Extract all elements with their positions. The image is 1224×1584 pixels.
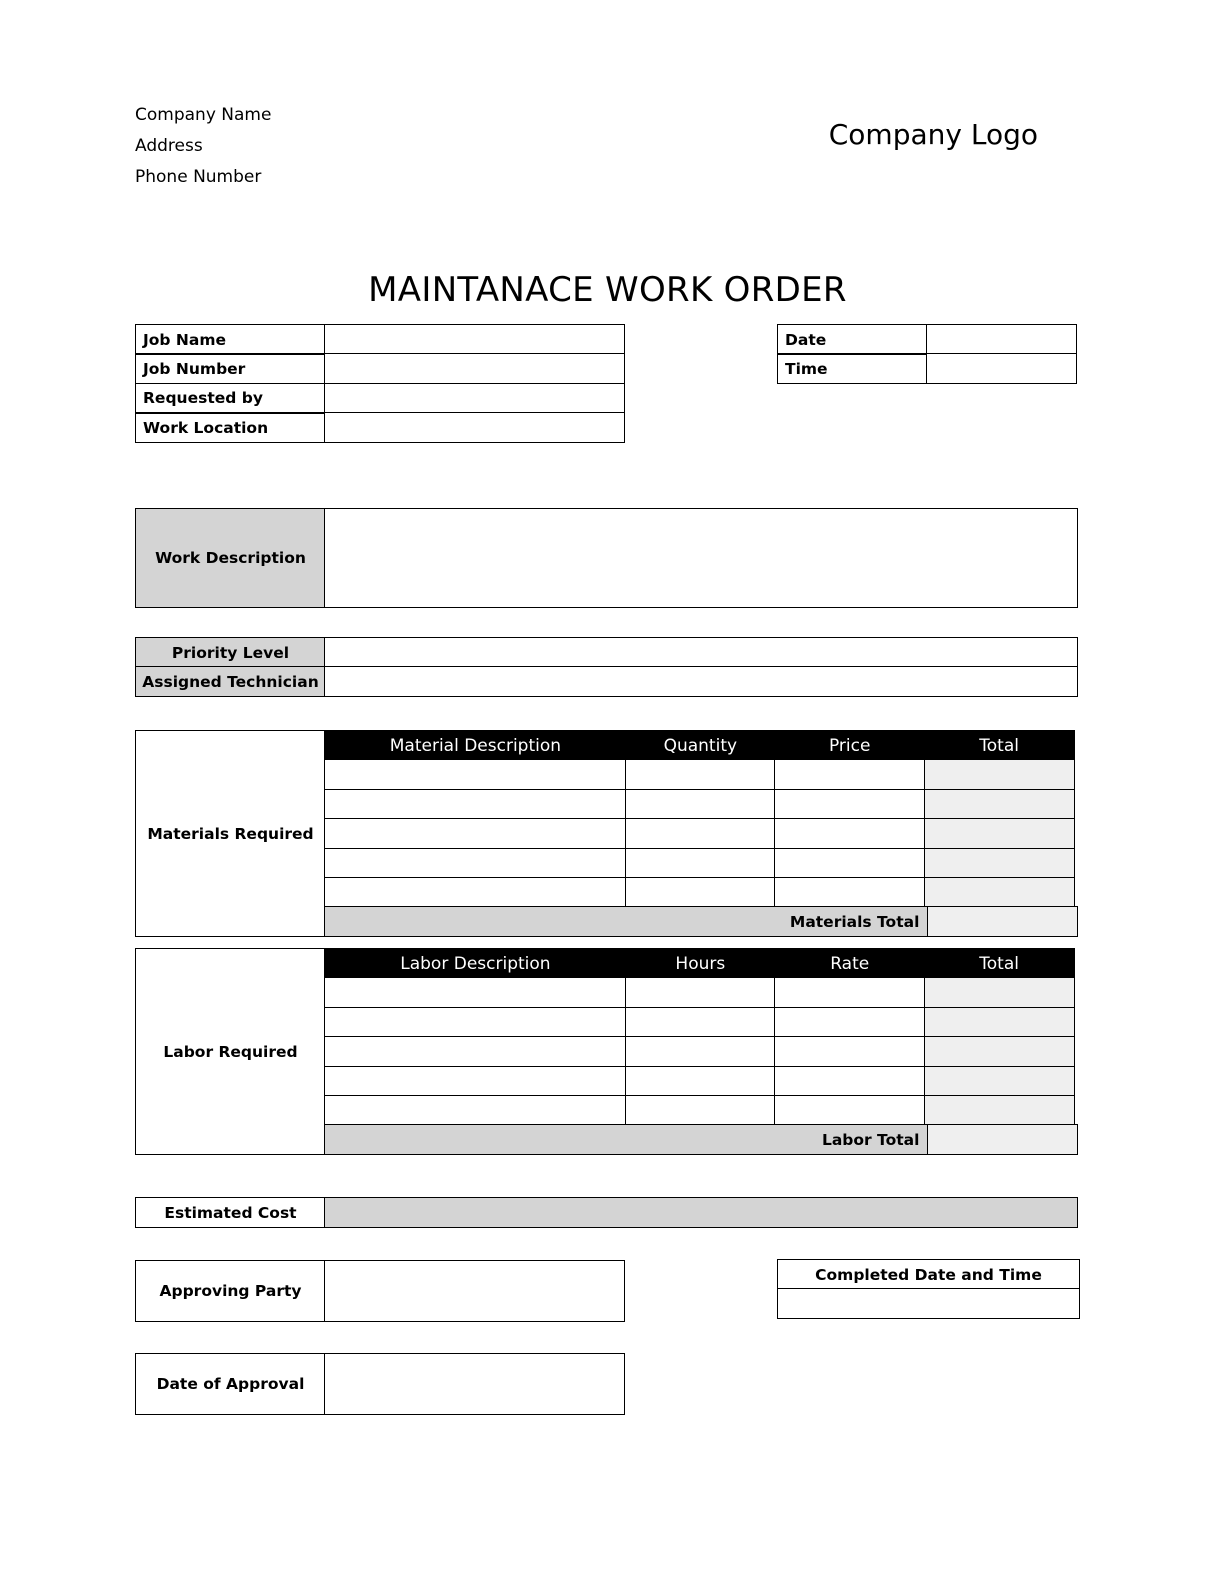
materials-cell-total[interactable]: [924, 789, 1075, 820]
approving-party-label: Approving Party: [135, 1260, 326, 1322]
labor-cell-hours[interactable]: [625, 977, 776, 1008]
labor-cell-hours[interactable]: [625, 1007, 776, 1038]
completed-date-label: Completed Date and Time: [777, 1259, 1080, 1290]
table-row: [135, 666, 1078, 697]
priority-level-label: Priority Level: [135, 637, 326, 668]
labor-cell-rate[interactable]: [774, 1007, 925, 1038]
labor-cell-rate[interactable]: [774, 1095, 925, 1126]
estimated-cost-section: [135, 1197, 1078, 1228]
work-description-label: Work Description: [135, 508, 326, 608]
materials-header-total: Total: [924, 730, 1075, 761]
materials-cell-quantity[interactable]: [625, 818, 776, 849]
materials-cell-description[interactable]: [324, 848, 626, 879]
date-of-approval-label: Date of Approval: [135, 1353, 326, 1415]
materials-header-description: Material Description: [324, 730, 626, 761]
materials-section: [135, 730, 1078, 937]
document-header: [135, 100, 1080, 193]
table-total-row: [324, 906, 1077, 937]
labor-section: [135, 948, 1078, 1155]
labor-cell-description[interactable]: [324, 1007, 626, 1038]
materials-required-label: Materials Required: [135, 730, 326, 937]
labor-cell-hours[interactable]: [625, 1095, 776, 1126]
table-row: [324, 1036, 1077, 1067]
company-phone: Phone Number: [135, 167, 262, 187]
materials-cell-price[interactable]: [774, 877, 925, 908]
work-description-section: [135, 508, 1078, 608]
priority-level-field[interactable]: [324, 637, 1078, 668]
table-row: [324, 1066, 1077, 1097]
materials-cell-price[interactable]: [774, 818, 925, 849]
labor-header-hours: Hours: [625, 948, 776, 979]
labor-cell-rate[interactable]: [774, 1036, 925, 1067]
materials-cell-quantity[interactable]: [625, 789, 776, 820]
materials-cell-price[interactable]: [774, 759, 925, 790]
materials-cell-quantity[interactable]: [625, 759, 776, 790]
table-row: [777, 324, 1077, 355]
job-name-label: Job Name: [135, 324, 326, 355]
materials-header-price: Price: [774, 730, 925, 761]
materials-cell-total[interactable]: [924, 848, 1075, 879]
requested-by-field[interactable]: [324, 383, 625, 414]
completed-date-section: [777, 1259, 1080, 1319]
company-address: Address: [135, 136, 203, 156]
materials-cell-price[interactable]: [774, 848, 925, 879]
table-row: [324, 848, 1077, 879]
labor-total-value[interactable]: [927, 1124, 1078, 1155]
table-row: [324, 977, 1077, 1008]
date-field[interactable]: [926, 324, 1077, 355]
approving-party-field[interactable]: [324, 1260, 625, 1322]
estimated-cost-label: Estimated Cost: [135, 1197, 326, 1228]
materials-cell-description[interactable]: [324, 789, 626, 820]
materials-cell-description[interactable]: [324, 877, 626, 908]
table-row: [135, 324, 625, 355]
materials-total-label: Materials Total: [324, 906, 928, 937]
materials-cell-description[interactable]: [324, 818, 626, 849]
materials-cell-description[interactable]: [324, 759, 626, 790]
labor-cell-total[interactable]: [924, 1007, 1075, 1038]
job-info-table: [135, 324, 625, 443]
table-header-row: [324, 948, 1077, 979]
labor-header-description: Labor Description: [324, 948, 626, 979]
assigned-technician-field[interactable]: [324, 666, 1078, 697]
work-description-field[interactable]: [324, 508, 1078, 608]
table-row: [135, 383, 625, 414]
job-number-field[interactable]: [324, 353, 625, 384]
table-row: [324, 1095, 1077, 1126]
estimated-cost-field[interactable]: [324, 1197, 1078, 1228]
date-of-approval-field[interactable]: [324, 1353, 625, 1415]
materials-table: [324, 730, 1077, 937]
work-location-field[interactable]: [324, 412, 625, 443]
requested-by-label: Requested by: [135, 383, 326, 414]
labor-table: [324, 948, 1077, 1155]
labor-cell-rate[interactable]: [774, 977, 925, 1008]
table-row: [324, 759, 1077, 790]
approving-party-section: [135, 1260, 625, 1322]
job-name-field[interactable]: [324, 324, 625, 355]
materials-total-value[interactable]: [927, 906, 1078, 937]
table-row: [324, 818, 1077, 849]
time-label: Time: [777, 353, 928, 384]
materials-cell-total[interactable]: [924, 818, 1075, 849]
materials-cell-price[interactable]: [774, 789, 925, 820]
page-title: MAINTANACE WORK ORDER: [368, 270, 847, 310]
date-label: Date: [777, 324, 928, 355]
materials-cell-total[interactable]: [924, 759, 1075, 790]
table-row: [135, 637, 1078, 668]
company-logo: Company Logo: [828, 118, 1038, 151]
labor-total-label: Labor Total: [324, 1124, 928, 1155]
time-field[interactable]: [926, 353, 1077, 384]
labor-cell-rate[interactable]: [774, 1066, 925, 1097]
company-info: [135, 100, 271, 193]
labor-cell-total[interactable]: [924, 977, 1075, 1008]
materials-header-quantity: Quantity: [625, 730, 776, 761]
materials-cell-quantity[interactable]: [625, 848, 776, 879]
labor-cell-description[interactable]: [324, 1095, 626, 1126]
date-of-approval-section: [135, 1353, 625, 1415]
job-number-label: Job Number: [135, 353, 326, 384]
company-name: Company Name: [135, 105, 272, 125]
labor-header-total: Total: [924, 948, 1075, 979]
completed-date-field[interactable]: [777, 1288, 1080, 1319]
labor-cell-description[interactable]: [324, 1066, 626, 1097]
labor-cell-total[interactable]: [924, 1095, 1075, 1126]
labor-cell-hours[interactable]: [625, 1066, 776, 1097]
materials-cell-total[interactable]: [924, 877, 1075, 908]
table-row: [135, 353, 625, 384]
labor-cell-description[interactable]: [324, 977, 626, 1008]
priority-section: [135, 637, 1078, 697]
date-time-table: [777, 324, 1077, 384]
table-row: [777, 353, 1077, 384]
labor-required-label: Labor Required: [135, 948, 326, 1155]
labor-cell-hours[interactable]: [625, 1036, 776, 1067]
table-row: [324, 877, 1077, 908]
table-row: [324, 1007, 1077, 1038]
materials-cell-quantity[interactable]: [625, 877, 776, 908]
assigned-technician-label: Assigned Technician: [135, 666, 326, 697]
table-header-row: [324, 730, 1077, 761]
labor-cell-total[interactable]: [924, 1036, 1075, 1067]
labor-header-rate: Rate: [774, 948, 925, 979]
table-total-row: [324, 1124, 1077, 1155]
labor-cell-description[interactable]: [324, 1036, 626, 1067]
table-row: [324, 789, 1077, 820]
work-location-label: Work Location: [135, 412, 326, 443]
table-row: [135, 412, 625, 443]
labor-cell-total[interactable]: [924, 1066, 1075, 1097]
